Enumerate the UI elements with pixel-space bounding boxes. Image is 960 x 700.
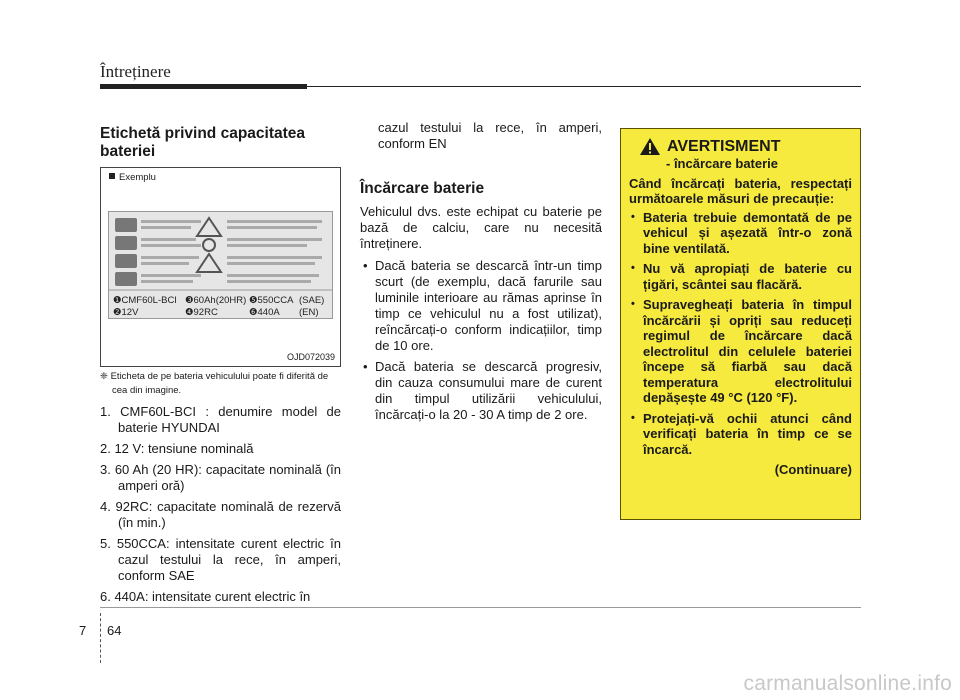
- battery-sticker-graphic: [109, 212, 332, 318]
- list-item: • Nu vă apropiați de baterie cu țigări, scântei sau flacără.: [629, 261, 852, 292]
- list-item: • Bateria trebuie demontată de pe vehicul și așezată într-o zonă bine ventilată.: [629, 210, 852, 257]
- warning-title: AVERTISMENT: [667, 137, 781, 155]
- charging-bullets: [360, 258, 602, 423]
- label-items-list: [100, 404, 341, 610]
- list-item: 5. 550CCA: intensitate curent electric în cazul testului la rece, în amperi, conform SAE: [100, 536, 341, 583]
- charging-intro: Vehiculul dvs. este echipat cu baterie pe bază de calciu, care nu necesită întreținere.: [360, 204, 602, 251]
- example-caption: [109, 172, 156, 183]
- list-item: 2. 12 V: tensiune nominală: [100, 441, 254, 456]
- figure-code: OJD072039: [286, 352, 335, 362]
- charging-section: [360, 204, 602, 428]
- label-row2-voltage: ❷12V: [113, 307, 139, 318]
- item6-continuation: [360, 120, 602, 152]
- square-bullet-icon: [109, 173, 115, 179]
- list-item: • Supravegheați bateria în timpul încărcării și opriți sau reduceți regimul de încărcare dacă electrolitul din celulele bateriei începe să fiarbă sau dacă temperatura electrolitului depășește 49 °C (120 °F).: [629, 297, 852, 406]
- warning-triangle-icon: [639, 137, 661, 156]
- label-row2-en: (EN): [299, 307, 319, 318]
- label-row1-capacity: ❸60Ah(20HR): [185, 295, 247, 306]
- label-row2-rc: ❹92RC: [185, 307, 218, 318]
- page-number: 64: [107, 623, 122, 638]
- label-row2-en-current: ❻440A: [249, 307, 280, 318]
- footer-rule: [100, 607, 861, 608]
- list-item: • Dacă bateria se descarcă într-un timp scurt (de exemplu, dacă farurile sau luminile interioare au rămas aprinse în timp ce vehiculul nu a fost utilizat), reîncărcați-o conform indicațiilor, timp de 10 ore.: [360, 258, 602, 354]
- warning-intro: Când încărcați bateria, respectați următoarele măsuri de precauție:: [629, 175, 852, 206]
- header-accent-bar: [100, 84, 307, 89]
- warning-list: [629, 210, 852, 458]
- list-item: 6. 440A: intensitate curent electric în: [100, 589, 311, 604]
- battery-label-figure: [100, 167, 341, 367]
- label-row1-model: ❶CMF60L-BCI: [113, 295, 177, 306]
- warning-continued: (Continuare): [774, 462, 852, 477]
- label-note: ❈ Eticheta de pe bateria vehiculului poate fi diferită de cea din imagine.: [100, 371, 329, 396]
- section-number: 7: [79, 623, 87, 638]
- warning-box: [620, 128, 861, 520]
- list-item: 1. CMF60L-BCI : denumire model de baterie HYUNDAI: [100, 404, 341, 435]
- label-row1-sae: (SAE): [299, 295, 325, 306]
- list-item: • Protejați-vă ochii atunci când verificați bateria în timp ce se încarcă.: [629, 411, 852, 458]
- warning-subtitle: - încărcare baterie: [666, 156, 779, 171]
- footer-separator: [100, 613, 101, 663]
- page-header-title: Întreținere: [100, 62, 171, 81]
- battery-label-section: [100, 125, 340, 161]
- battery-label-heading: Etichetă privind capacitatea bateriei: [100, 125, 306, 160]
- battery-label-image: [108, 211, 333, 319]
- list-item: • Dacă bateria se descarcă progresiv, din cauza consumului mare de curent din timpul utilizării vehiculului, încărcați-o la 20 - 30 A timp de 2 ore.: [360, 359, 602, 423]
- item6-continued-text: cazul testului la rece, în amperi, conform EN: [378, 120, 602, 151]
- charging-heading: Încărcare baterie: [360, 180, 485, 197]
- list-item: 3. 60 Ah (20 HR): capacitate nominală (în amperi oră): [100, 462, 341, 493]
- watermark: carmanualsonline.info: [743, 672, 952, 695]
- list-item: 4. 92RC: capacitate nominală de rezervă (în min.): [100, 499, 341, 530]
- label-row1-cca: ❺550CCA: [249, 295, 294, 306]
- example-label-text: Exemplu: [119, 172, 156, 183]
- warning-header: [629, 137, 852, 156]
